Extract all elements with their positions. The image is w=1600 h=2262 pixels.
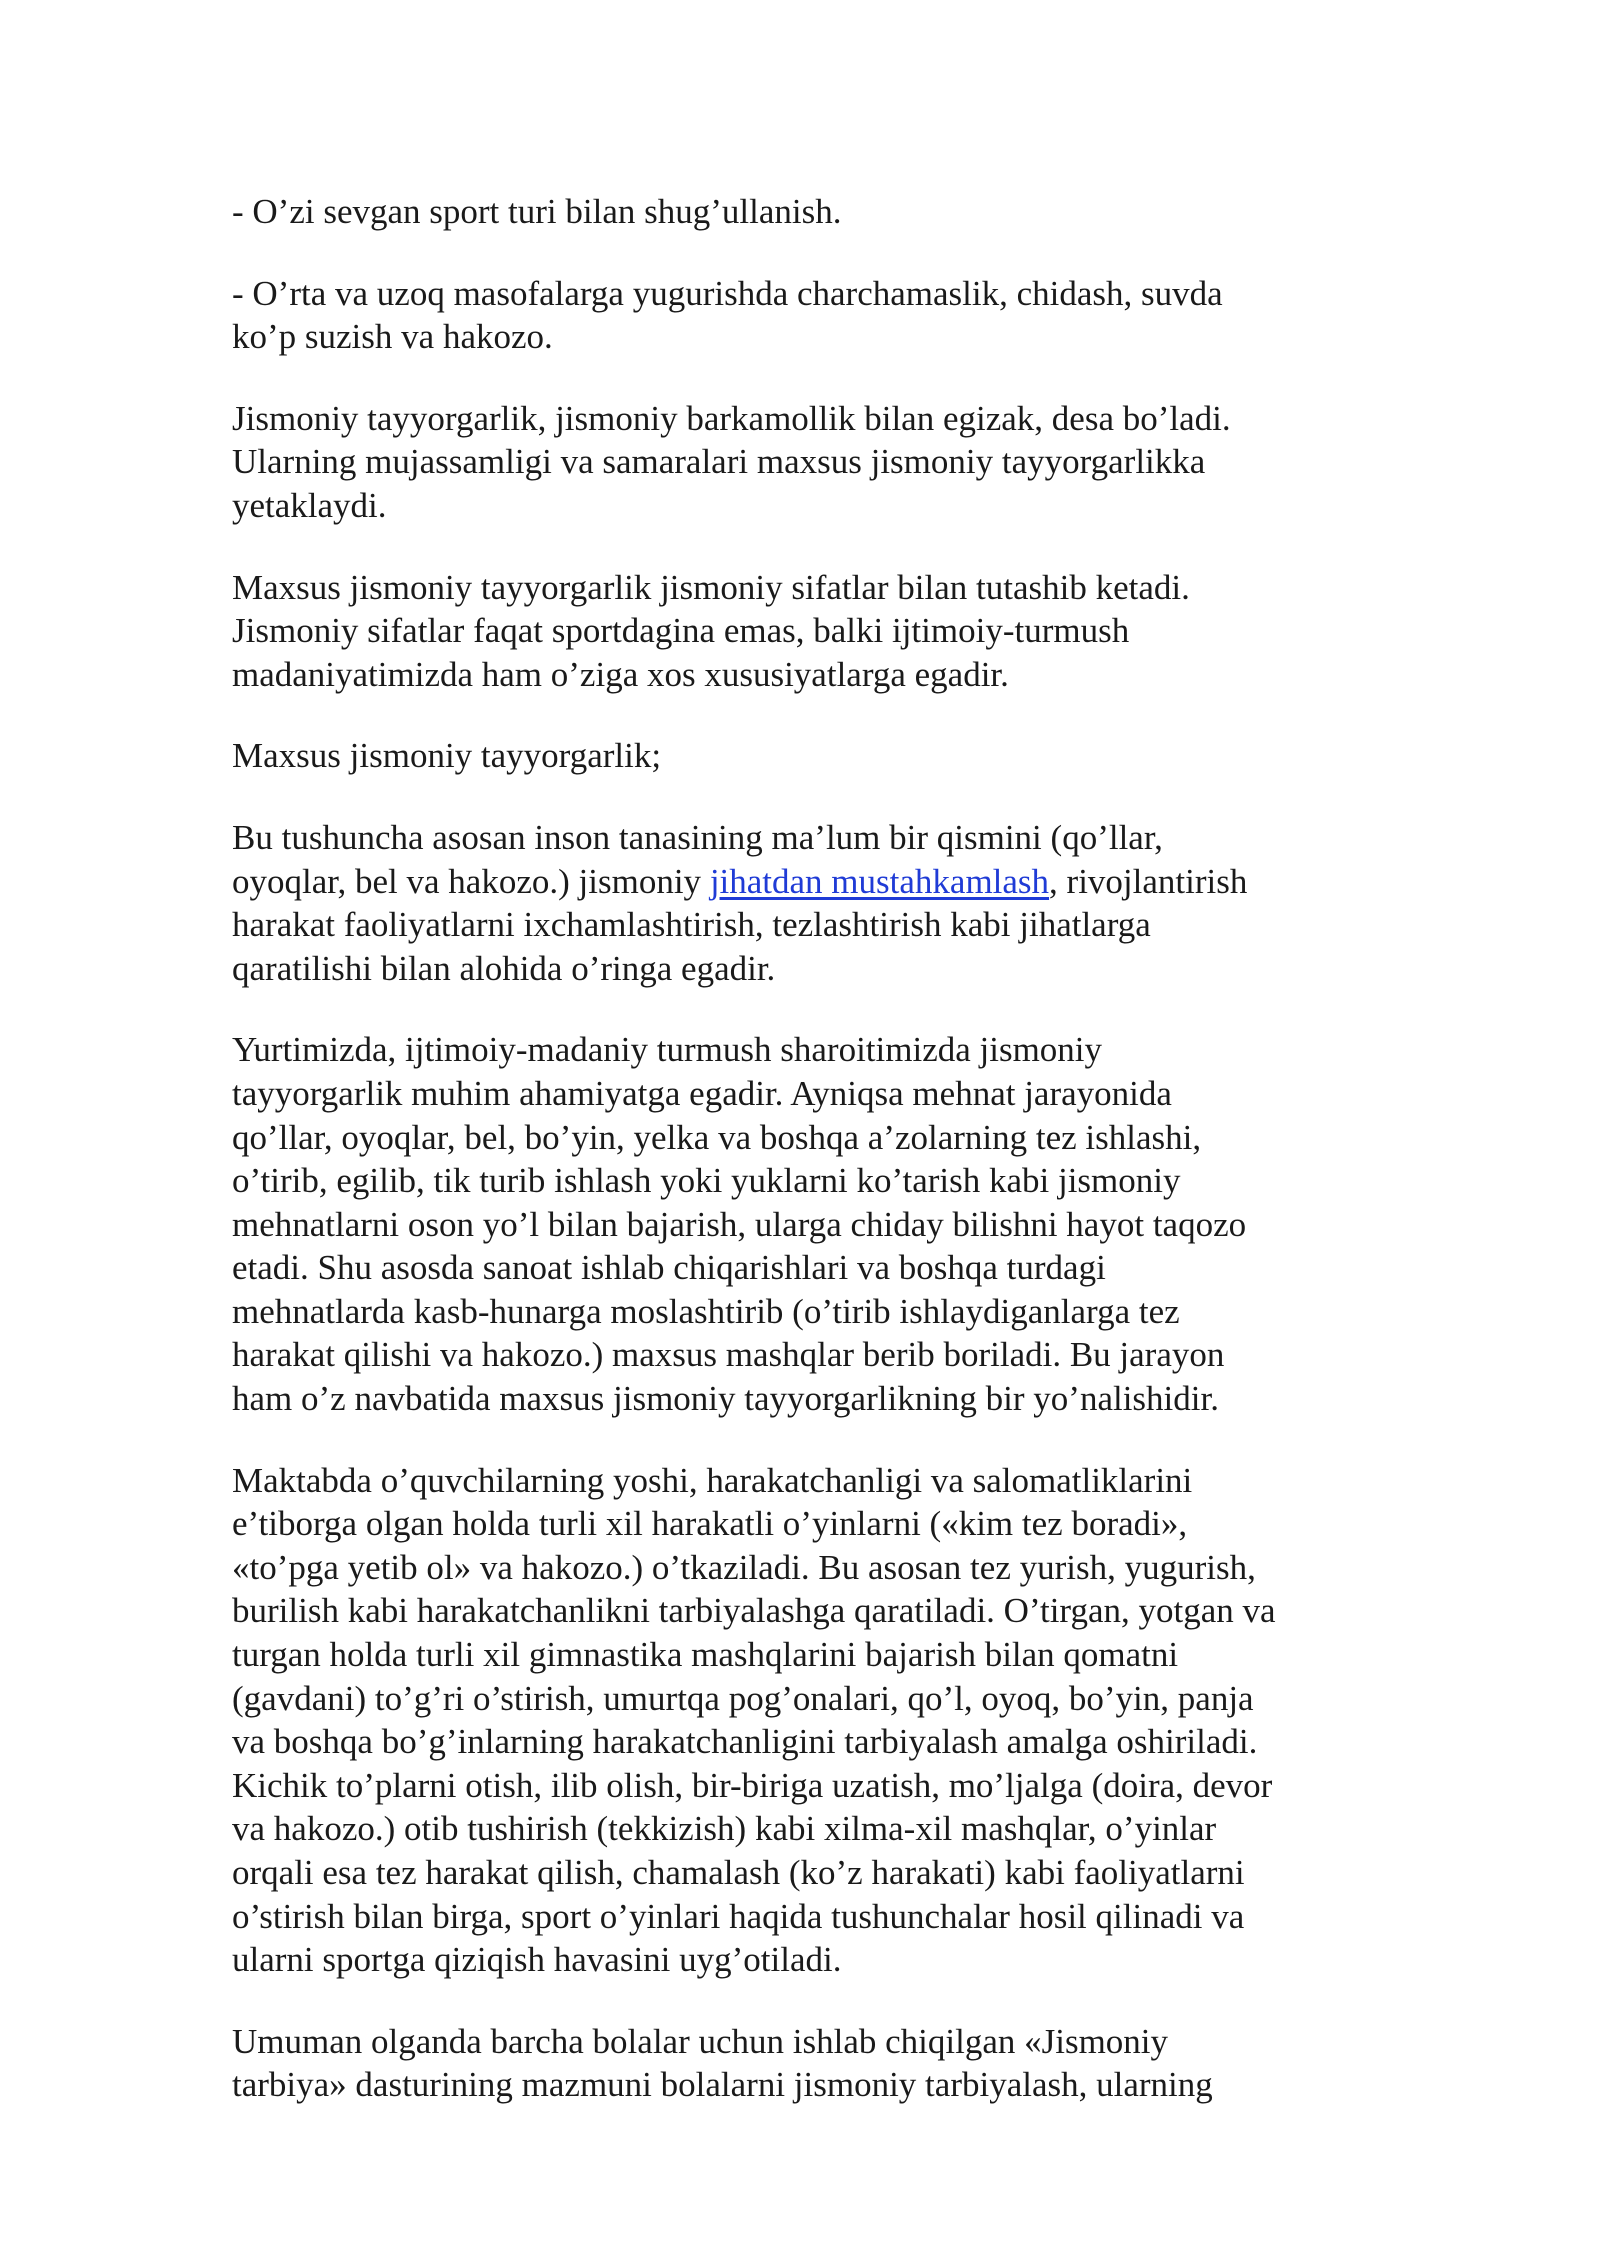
text-line: harakat faoliyatlarni ixchamlashtirish, tezlashtirish kabi jihatlarga xyxy=(232,905,1151,945)
text-line: ham o’z navbatida maxsus jismoniy tayyorgarlikning bir yo’nalishidir. xyxy=(232,1379,1219,1419)
text-line: o’stirish bilan birga, sport o’yinlari haqida tushunchalar hosil qilinadi va xyxy=(232,1896,1245,1936)
paragraph-program xyxy=(232,2020,1392,2107)
text-line: qo’llar, oyoqlar, bel, bo’yin, yelka va boshqa a’zolarning tez ishlashi, xyxy=(232,1117,1202,1157)
paragraph-school xyxy=(232,1459,1392,1982)
text-line: Jismoniy tayyorgarlik, jismoniy barkamollik bilan egizak, desa bo’ladi. xyxy=(232,398,1231,438)
text-line: Bu tushuncha asosan inson tanasining ma’lum bir qismini (qo’llar, xyxy=(232,817,1163,857)
text-segment: oyoqlar, bel va hakozo.) jismoniy xyxy=(232,861,710,901)
text-line: turgan holda turli xil gimnastika mashqlarini bajarish bilan qomatni xyxy=(232,1635,1179,1675)
text-line: Yurtimizda, ijtimoiy-madaniy turmush sharoitimizda jismoniy xyxy=(232,1030,1103,1070)
paragraph-physical-preparation xyxy=(232,397,1392,528)
text-line: Maktabda o’quvchilarning yoshi, harakatchanligi va salomatliklarini xyxy=(232,1460,1193,1500)
text-line: mehnatlarni oson yo’l bilan bajarish, ularga chiday bilishni hayot taqozo xyxy=(232,1204,1247,1244)
text-line: Maxsus jismoniy tayyorgarlik jismoniy sifatlar bilan tutashib ketadi. xyxy=(232,567,1190,607)
text-line: burilish kabi harakatchanlikni tarbiyalashga qaratiladi. O’tirgan, yotgan va xyxy=(232,1591,1276,1631)
text-line: e’tiborga olgan holda turli xil harakatli o’yinlarni («kim tez boradi», xyxy=(232,1504,1188,1544)
text-line: etadi. Shu asosda sanoat ishlab chiqarishlari va boshqa turdagi xyxy=(232,1248,1106,1288)
paragraph-subheading xyxy=(232,734,1392,778)
paragraph-sport-interest xyxy=(232,190,1392,234)
paragraph-physical-qualities xyxy=(232,566,1392,697)
paragraph-endurance xyxy=(232,272,1392,359)
document-page xyxy=(232,190,1392,2145)
text-line: o’tirib, egilib, tik turib ishlash yoki yuklarni ko’tarish kabi jismoniy xyxy=(232,1161,1181,1201)
text-line: va boshqa bo’g’inlarning harakatchanligini tarbiyalash amalga oshiriladi. xyxy=(232,1722,1258,1762)
paragraph-social-importance xyxy=(232,1028,1392,1420)
text-line: Jismoniy sifatlar faqat sportdagina emas, balki ijtimoiy-turmush xyxy=(232,611,1130,651)
text-line: - O’zi sevgan sport turi bilan shug’ullanish. xyxy=(232,192,842,231)
text-line: madaniyatimizda ham o’ziga xos xususiyatlarga egadir. xyxy=(232,654,1009,694)
text-line: mehnatlarda kasb-hunarga moslashtirib (o’tirib ishlaydiganlarga tez xyxy=(232,1291,1180,1331)
text-line: Maxsus jismoniy tayyorgarlik; xyxy=(232,736,662,776)
text-line: ularni sportga qiziqish havasini uyg’otiladi. xyxy=(232,1940,842,1980)
text-line: tarbiya» dasturining mazmuni bolalarni jismoniy tarbiyalash, ularning xyxy=(232,2065,1213,2105)
text-line: qaratilishi bilan alohida o’ringa egadir. xyxy=(232,948,776,988)
text-line: Umuman olganda barcha bolalar uchun ishlab chiqilgan «Jismoniy xyxy=(232,2021,1169,2061)
text-line: - O’rta va uzoq masofalarga yugurishda charchamaslik, chidash, suvda xyxy=(232,273,1223,313)
text-line-with-link xyxy=(232,860,1392,904)
text-line: «to’pga yetib ol» va hakozo.) o’tkaziladi. Bu asosan tez yurish, yugurish, xyxy=(232,1547,1256,1587)
text-line: harakat qilishi va hakozo.) maxsus mashqlar berib boriladi. Bu jarayon xyxy=(232,1335,1225,1375)
text-line: Kichik to’plarni otish, ilib olish, bir-biriga uzatish, mo’ljalga (doira, devor xyxy=(232,1765,1273,1805)
text-line: yetaklaydi. xyxy=(232,485,387,525)
text-line: tayyorgarlik muhim ahamiyatga egadir. Ayniqsa mehnat jarayonida xyxy=(232,1073,1172,1113)
hyperlink-strengthening[interactable]: jihatdan mustahkamlash xyxy=(709,861,1050,901)
text-line: va hakozo.) otib tushirish (tekkizish) kabi xilma-xil mashqlar, o’yinlar xyxy=(232,1809,1217,1849)
text-line: orqali esa tez harakat qilish, chamalash (ko’z harakati) kabi faoliyatlarni xyxy=(232,1853,1245,1892)
text-segment: , rivojlantirish xyxy=(1049,861,1248,901)
text-line: (gavdani) to’g’ri o’stirish, umurtqa pog’onalari, qo’l, oyoq, bo’yin, panja xyxy=(232,1678,1254,1718)
text-line: ko’p suzish va hakozo. xyxy=(232,317,553,357)
text-line: Ularning mujassamligi va samaralari maxsus jismoniy tayyorgarlikka xyxy=(232,442,1206,482)
paragraph-concept xyxy=(232,816,1392,990)
